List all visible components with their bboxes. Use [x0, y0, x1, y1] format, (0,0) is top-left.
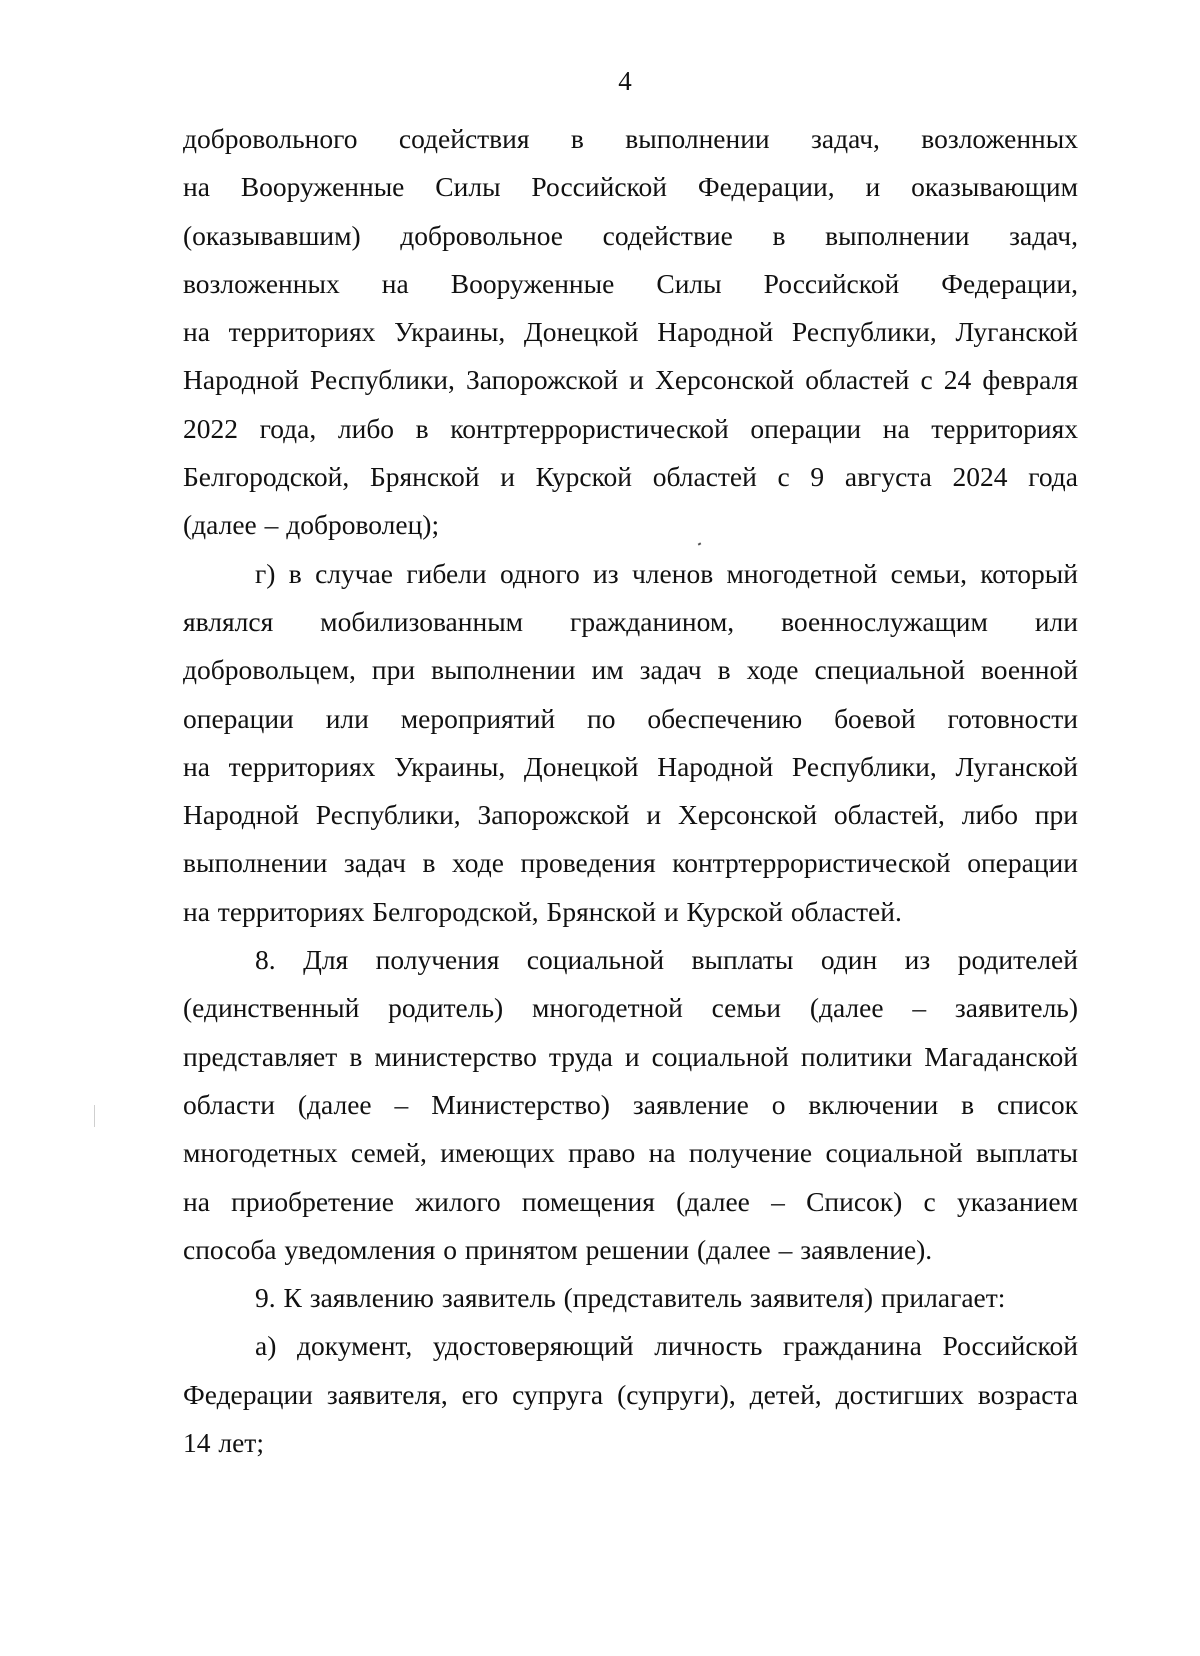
text-line: операции или мероприятий по обеспечению боевой готовности	[183, 702, 1078, 734]
text-line: 2022 года, либо в контртеррористической операции на территориях	[183, 412, 1078, 444]
text-line: (оказывавшим) добровольное содействие в выполнении задач,	[183, 219, 1078, 251]
text-line: выполнении задач в ходе проведения контртеррористической операции	[183, 847, 1078, 879]
text-line: добровольного содействия в выполнении задач, возложенных	[183, 123, 1078, 154]
text-line: Белгородской, Брянской и Курской областей с 9 августа 2024 года	[183, 461, 1078, 493]
text-line: Народной Республики, Запорожской и Херсонской областей, либо при	[183, 799, 1078, 831]
paragraph-continuation	[183, 115, 1078, 550]
text-line: на приобретение жилого помещения (далее – Список) с указанием	[183, 1185, 1078, 1217]
scan-artifact-line	[94, 1105, 95, 1127]
text-line: 9. К заявлению заявитель (представитель заявителя) прилагает:	[255, 1282, 1006, 1314]
text-line: (единственный родитель) многодетной семьи (далее – заявитель)	[183, 992, 1078, 1024]
text-line: Федерации заявителя, его супруга (супруги), детей, достигших возраста	[183, 1378, 1078, 1410]
paragraph-g	[183, 550, 1078, 936]
text-line: многодетных семей, имеющих право на получение социальной выплаты	[183, 1137, 1078, 1169]
paragraph-9a	[183, 1322, 1078, 1467]
text-line: (далее – доброволец);	[183, 509, 440, 541]
text-line: возложенных на Вооруженные Силы Российской Федерации,	[183, 267, 1078, 299]
text-line: являлся мобилизованным гражданином, военнослужащим или	[183, 605, 1078, 637]
text-line: г) в случае гибели одного из членов многодетной семьи, который	[255, 557, 1078, 589]
text-line: добровольцем, при выполнении им задач в ходе специальной военной	[183, 654, 1078, 686]
page-number: 4	[618, 66, 632, 96]
text-line: на территориях Украины, Донецкой Народной Республики, Луганской	[183, 750, 1078, 782]
text-line: представляет в министерство труда и социальной политики Магаданской	[183, 1040, 1078, 1072]
text-line: области (далее – Министерство) заявление о включении в список	[183, 1088, 1078, 1120]
text-line: способа уведомления о принятом решении (далее – заявление).	[183, 1233, 933, 1265]
text-line: 14 лет;	[183, 1427, 264, 1459]
text-line: Народной Республики, Запорожской и Херсонской областей с 24 февраля	[183, 364, 1078, 396]
text-line: на территориях Белгородской, Брянской и Курской областей.	[183, 895, 902, 927]
paragraph-9	[183, 1274, 1078, 1322]
text-line: 8. Для получения социальной выплаты один из родителей	[255, 944, 1078, 976]
paragraph-8	[183, 936, 1078, 1274]
text-line: на территориях Украины, Донецкой Народной Республики, Луганской	[183, 316, 1078, 348]
text-line: на Вооруженные Силы Российской Федерации, и оказывающим	[183, 171, 1078, 203]
document-body	[183, 115, 1078, 1467]
text-line: а) документ, удостоверяющий личность гражданина Российской	[255, 1330, 1078, 1362]
